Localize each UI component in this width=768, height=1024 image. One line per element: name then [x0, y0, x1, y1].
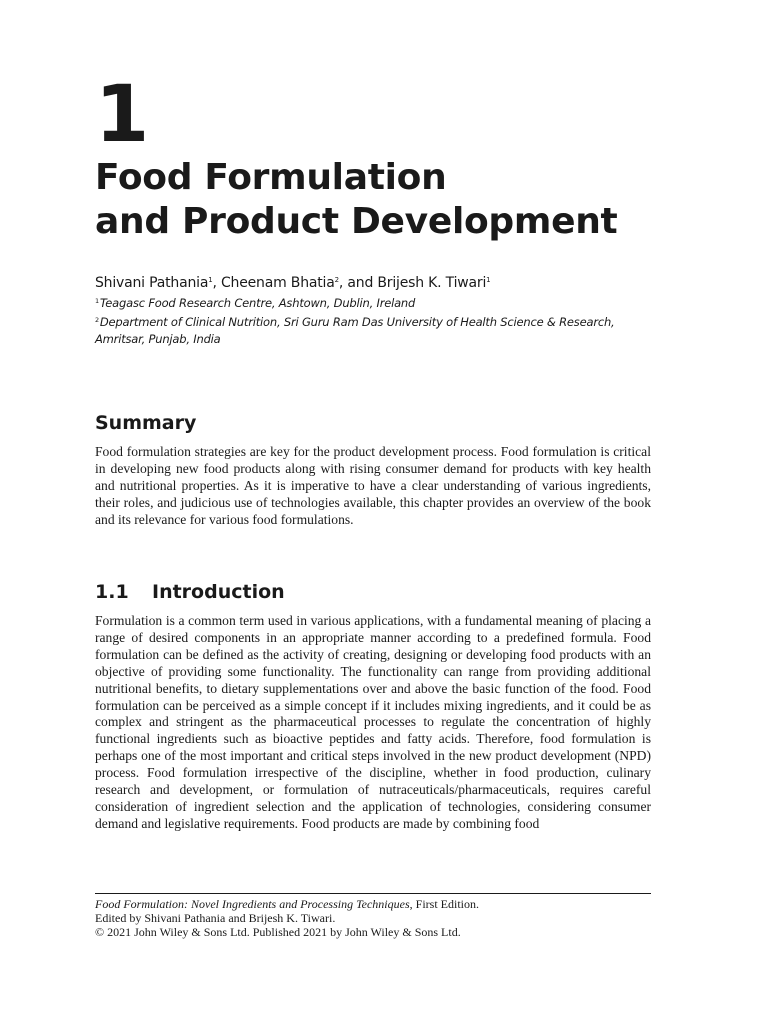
author-separator: , and [338, 275, 378, 291]
section-number: 1.1 [95, 581, 129, 603]
author-affiliation-mark: 1 [208, 276, 213, 284]
author-name: Shivani Pathania [95, 275, 209, 291]
author-affiliation-mark: 1 [486, 276, 491, 284]
author-separator: , [212, 275, 221, 291]
footnote-book-line [95, 897, 651, 911]
footnote-divider [95, 893, 651, 894]
chapter-title-line-2: and Product Development [95, 201, 618, 242]
affiliation-text: Department of Clinical Nutrition, Sri Guru Ram Das University of Health Science & Research, Amritsar, Punjab, India [95, 315, 615, 346]
author-list [95, 270, 490, 293]
affiliation-2 [95, 312, 655, 348]
summary-paragraph: Food formulation strategies are key for the product development process. Food formulation is critical in developing new food products along with rising consumer demand for products with key health and nutritional properties. As it is imperative to have a clear understanding of various ingredients, their roles, and judicious use of technologies available, this chapter provides an overview of the book and its relevance for various food formulations. [95, 444, 651, 527]
introduction-paragraph: Formulation is a common term used in various applications, with a fundamental meaning of placing a range of desired components in an appropriate manner according to a predefined formula. Food formulation can be defined as the activity of creating, designing or developing food products with an objective of providing some functionality. The functionality can range from providing additional nutritional benefits, to dietary supplementations over and above the basic function of the food. Food formulation can be perceived as a simple concept if it includes mixing ingredients, and it could be as complex and stringent as the pharmaceutical processes to regulate the concentration of highly functional ingredients such as bioactive peptides and fatty acids. Therefore, food formulation is perhaps one of the most important and critical steps involved in the new product development (NPD) process. Food formulation irrespective of the discipline, whether in food production, culinary research and development, or formulation of nutraceuticals/pharmaceuticals, requires careful consideration of ingredient selection and the application of technologies, considering consumer demand and legislative requirements. Food products are made by combining food [95, 613, 651, 831]
affiliation-1 [95, 293, 655, 312]
section-title: Introduction [152, 581, 285, 603]
affiliation-mark: 1 [95, 297, 99, 305]
affiliation-text: Teagasc Food Research Centre, Ashtown, Dublin, Ireland [99, 296, 416, 310]
chapter-title-line-1: Food Formulation [95, 157, 447, 198]
summary-heading: Summary [95, 412, 197, 434]
author-affiliation-mark: 2 [334, 276, 339, 284]
footnote-copyright: © 2021 John Wiley & Sons Ltd. Published 2021 by John Wiley & Sons Ltd. [95, 925, 461, 940]
book-title: Food Formulation: Novel Ingredients and Processing Techniques [95, 897, 410, 911]
affiliations [95, 293, 655, 348]
affiliation-mark: 2 [95, 316, 99, 324]
chapter-title [95, 156, 617, 244]
section-heading-introduction [95, 580, 285, 604]
footnote [95, 897, 651, 940]
footnote-editors: Edited by Shivani Pathania and Brijesh K. Tiwari. [95, 911, 336, 926]
book-edition: , First Edition. [409, 897, 479, 911]
author-name: Cheenam Bhatia [220, 275, 335, 291]
chapter-number: 1 [95, 70, 148, 160]
author-name: Brijesh K. Tiwari [377, 275, 487, 291]
